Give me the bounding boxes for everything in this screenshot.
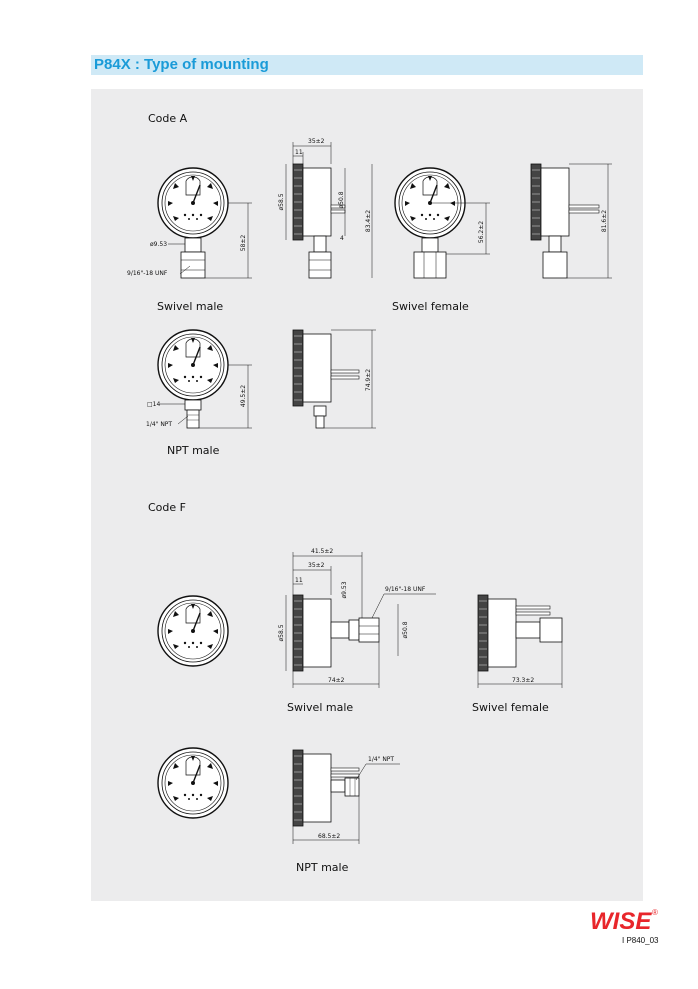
code-f-front-gauge-1 <box>158 596 228 666</box>
code-a-swivel-female-side <box>531 164 612 278</box>
code-a-swivel-male-front <box>158 168 252 278</box>
dim-code-a-sm-1: 35±2 <box>308 138 325 145</box>
wise-logo <box>590 907 660 938</box>
dim-code-f-sm-8: 74±2 <box>328 677 345 684</box>
code-f-swivel-male-caption: Swivel male <box>287 701 354 714</box>
dim-code-f-sf-1: 73.3±2 <box>512 677 535 684</box>
code-a-swivel-male-caption: Swivel male <box>157 300 224 313</box>
code-f-npt-male-side <box>293 750 400 844</box>
code-f-label: Code F <box>148 501 186 514</box>
dim-code-f-sm-3: 11 <box>295 577 303 584</box>
dim-code-a-sm-9: ø9.53 <box>150 241 168 248</box>
dim-code-a-sm-6: 4 <box>340 235 344 242</box>
code-f-swivel-male-side <box>286 552 436 688</box>
dim-code-a-sm-10: 9/16"-18 UNF <box>127 270 168 277</box>
dim-code-f-sm-7: ø50.8 <box>402 621 409 639</box>
code-a-swivel-male-side <box>286 142 372 278</box>
code-f-npt-male-caption: NPT male <box>296 861 349 874</box>
dim-code-f-sm-6: ø58.5 <box>278 624 285 642</box>
page-code: I P840_03 <box>622 936 659 945</box>
code-a-label: Code A <box>148 112 188 125</box>
code-a-npt-male-caption: NPT male <box>167 444 220 457</box>
code-a-npt-male-side <box>293 330 376 428</box>
dim-code-a-npt-3: 49.5±2 <box>240 384 247 408</box>
dim-code-a-npt-2: 1/4" NPT <box>146 421 173 428</box>
dim-code-f-npt-2: 68.5±2 <box>318 833 341 840</box>
registered-mark: ® <box>652 908 658 917</box>
dim-code-a-sm-3: ø58.5 <box>278 193 285 211</box>
code-f-front-gauge-2 <box>158 748 228 818</box>
dim-code-a-sf-1: 56.2±2 <box>478 220 485 244</box>
code-a-swivel-female-front <box>395 168 490 278</box>
dim-code-f-sm-4: ø9.53 <box>341 581 348 599</box>
dim-code-a-sm-11: 58±2 <box>240 234 247 252</box>
code-a-npt-male-front <box>158 330 252 428</box>
dim-code-a-sf-2: 81.6±2 <box>601 209 608 233</box>
dim-code-a-npt-1: □14 <box>147 401 161 408</box>
dim-code-a-npt-4: 74.9±2 <box>365 368 372 392</box>
dim-code-f-sm-2: 35±2 <box>308 562 325 569</box>
code-f-swivel-female-side <box>478 595 562 688</box>
dim-code-f-npt-1: 1/4" NPT <box>368 756 395 763</box>
section-title: P84X : Type of mounting <box>94 56 269 73</box>
dim-code-a-sm-5: 83.4±2 <box>365 209 372 233</box>
dim-code-f-sm-1: 41.5±2 <box>311 548 334 555</box>
dim-code-a-sm-4: ø50.8 <box>338 191 345 209</box>
dim-code-a-sm-2: 11 <box>295 149 303 156</box>
code-f-swivel-female-caption: Swivel female <box>472 701 549 714</box>
dim-code-f-sm-5: 9/16"-18 UNF <box>385 586 426 593</box>
code-a-swivel-female-caption: Swivel female <box>392 300 469 313</box>
brand-text: WISE <box>590 908 652 933</box>
